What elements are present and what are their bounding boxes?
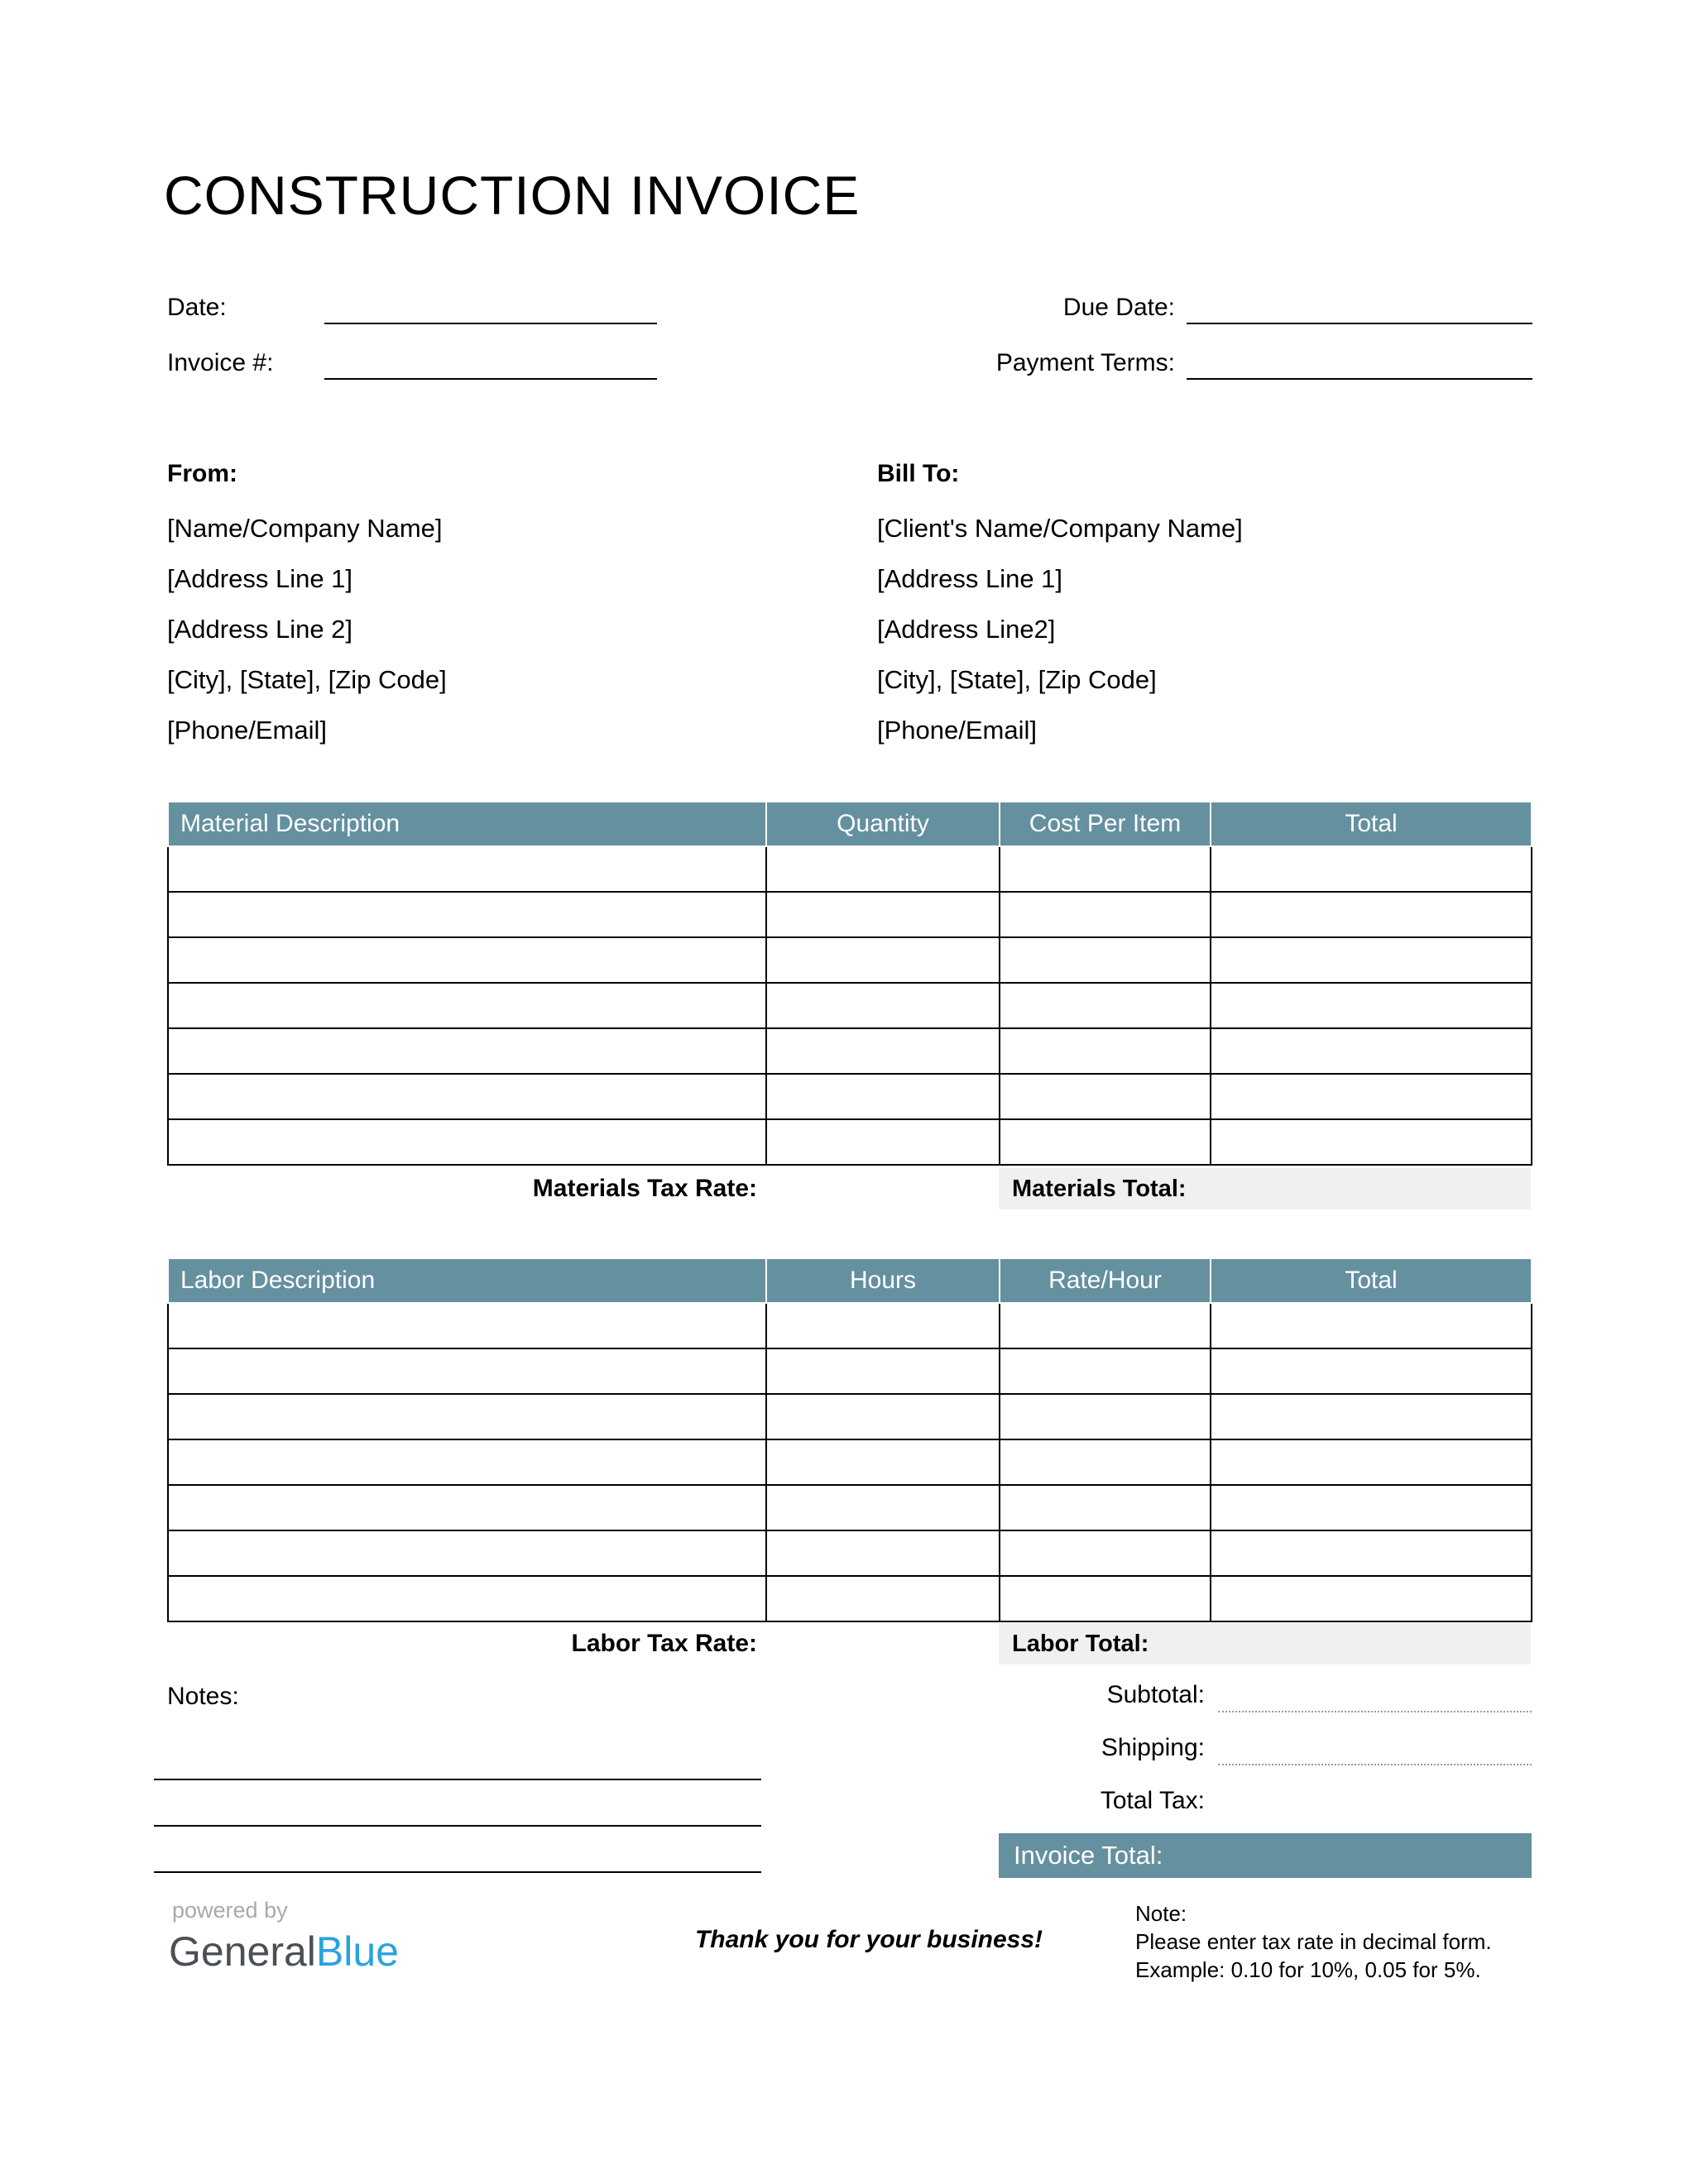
from-name[interactable]: [Name/Company Name] xyxy=(167,514,443,543)
notes-label: Notes: xyxy=(167,1683,239,1710)
table-cell[interactable] xyxy=(1000,1530,1211,1576)
table-cell[interactable] xyxy=(168,1348,766,1394)
materials-total-label: Materials Total: xyxy=(1012,1175,1187,1202)
table-row xyxy=(168,1439,1532,1485)
due-date-input[interactable] xyxy=(1187,291,1532,324)
labor-table xyxy=(167,1257,1532,1622)
materials-col-cost-per-item: Cost Per Item xyxy=(1000,802,1211,846)
from-city-state-zip[interactable]: [City], [State], [Zip Code] xyxy=(167,665,447,694)
table-cell[interactable] xyxy=(766,937,1000,983)
table-row xyxy=(168,1348,1532,1394)
total-tax-row xyxy=(910,1782,1532,1818)
from-phone-email[interactable]: [Phone/Email] xyxy=(167,716,327,745)
brand-general-text: General xyxy=(169,1928,316,1975)
table-row xyxy=(168,1028,1532,1074)
table-cell[interactable] xyxy=(168,937,766,983)
table-cell[interactable] xyxy=(168,1576,766,1621)
invoice-total-bar xyxy=(999,1833,1532,1878)
materials-col-total: Total xyxy=(1211,802,1532,846)
date-label: Date: xyxy=(167,294,227,321)
table-cell[interactable] xyxy=(168,892,766,937)
table-row xyxy=(168,1394,1532,1439)
materials-tax-row xyxy=(167,1168,1531,1209)
summary-block xyxy=(910,1676,1532,1835)
table-cell[interactable] xyxy=(766,1576,1000,1621)
labor-header-row xyxy=(168,1258,1532,1303)
note-line-2: Example: 0.10 for 10%, 0.05 for 5%. xyxy=(1135,1957,1481,1982)
table-cell[interactable] xyxy=(766,1485,1000,1530)
payment-terms-label: Payment Terms: xyxy=(995,349,1175,376)
table-cell[interactable] xyxy=(168,1303,766,1348)
due-date-row xyxy=(970,291,1532,324)
table-cell[interactable] xyxy=(1000,1119,1211,1165)
from-label: From: xyxy=(167,460,237,487)
invoice-total-value[interactable] xyxy=(1163,1839,1532,1872)
materials-table xyxy=(167,801,1532,1166)
bill-to-block xyxy=(877,453,1506,755)
meta-left xyxy=(167,291,657,402)
table-row xyxy=(168,937,1532,983)
invoice-number-row xyxy=(167,347,657,380)
from-address-2[interactable]: [Address Line 2] xyxy=(167,615,353,644)
labor-col-hours: Hours xyxy=(766,1258,1000,1303)
materials-tax-rate-label: Materials Tax Rate: xyxy=(532,1175,757,1202)
table-cell[interactable] xyxy=(766,983,1000,1028)
labor-table-header xyxy=(168,1258,1532,1303)
materials-table-header xyxy=(168,802,1532,846)
table-cell[interactable] xyxy=(1211,1485,1532,1530)
invoice-number-label: Invoice #: xyxy=(167,349,274,376)
table-cell[interactable] xyxy=(1211,846,1532,892)
materials-header-row xyxy=(168,802,1532,846)
table-row xyxy=(168,1074,1532,1119)
subtotal-input[interactable] xyxy=(1218,1678,1532,1712)
table-cell[interactable] xyxy=(1000,846,1211,892)
table-cell[interactable] xyxy=(168,1439,766,1485)
table-cell[interactable] xyxy=(168,846,766,892)
shipping-input[interactable] xyxy=(1218,1731,1532,1765)
note-title: Note: xyxy=(1135,1901,1187,1926)
table-cell[interactable] xyxy=(168,1119,766,1165)
table-cell[interactable] xyxy=(168,1394,766,1439)
labor-col-description: Labor Description xyxy=(168,1258,766,1303)
table-cell[interactable] xyxy=(1000,1485,1211,1530)
page-title: CONSTRUCTION INVOICE xyxy=(164,165,861,226)
materials-tax-rate-input[interactable] xyxy=(765,1168,999,1209)
table-cell[interactable] xyxy=(1211,1439,1532,1485)
table-row xyxy=(168,892,1532,937)
table-row xyxy=(168,1485,1532,1530)
table-cell[interactable] xyxy=(766,1439,1000,1485)
table-cell[interactable] xyxy=(766,892,1000,937)
notes-lines xyxy=(154,1734,761,1873)
payment-terms-input[interactable] xyxy=(1187,347,1532,380)
table-cell[interactable] xyxy=(1211,1394,1532,1439)
table-row xyxy=(168,1303,1532,1348)
table-cell[interactable] xyxy=(766,1530,1000,1576)
notes-line-1[interactable] xyxy=(154,1734,761,1780)
powered-by-text: powered by xyxy=(172,1898,288,1923)
table-cell[interactable] xyxy=(766,1394,1000,1439)
subtotal-label: Subtotal: xyxy=(1106,1681,1205,1708)
from-block xyxy=(167,453,796,755)
table-cell[interactable] xyxy=(168,983,766,1028)
labor-table-body xyxy=(168,1303,1532,1621)
table-cell[interactable] xyxy=(1211,937,1532,983)
bill-to-phone-email[interactable]: [Phone/Email] xyxy=(877,716,1037,745)
table-cell[interactable] xyxy=(168,1530,766,1576)
bill-to-name[interactable]: [Client's Name/Company Name] xyxy=(877,514,1243,543)
table-cell[interactable] xyxy=(1000,1028,1211,1074)
meta-right xyxy=(970,291,1532,402)
table-cell[interactable] xyxy=(1211,1576,1532,1621)
table-cell[interactable] xyxy=(1211,1028,1532,1074)
shipping-label: Shipping: xyxy=(1101,1734,1205,1761)
table-cell[interactable] xyxy=(766,1119,1000,1165)
brand-blue-text: Blue xyxy=(315,1928,399,1975)
bill-to-city-state-zip[interactable]: [City], [State], [Zip Code] xyxy=(877,665,1157,694)
table-row xyxy=(168,983,1532,1028)
subtotal-row xyxy=(910,1676,1532,1712)
bill-to-label: Bill To: xyxy=(877,460,960,487)
table-cell[interactable] xyxy=(1211,1530,1532,1576)
labor-tax-rate-input[interactable] xyxy=(765,1623,999,1664)
labor-total-label: Labor Total: xyxy=(1012,1630,1149,1657)
general-blue-logo xyxy=(169,1928,399,1976)
table-row xyxy=(168,1576,1532,1621)
table-cell[interactable] xyxy=(1000,1348,1211,1394)
labor-col-total: Total xyxy=(1211,1258,1532,1303)
table-cell[interactable] xyxy=(1211,983,1532,1028)
table-cell[interactable] xyxy=(168,1485,766,1530)
table-cell[interactable] xyxy=(168,1074,766,1119)
table-cell[interactable] xyxy=(168,1028,766,1074)
table-cell[interactable] xyxy=(1211,892,1532,937)
table-row xyxy=(168,1530,1532,1576)
table-row xyxy=(168,1119,1532,1165)
invoice-total-label: Invoice Total: xyxy=(1014,1841,1163,1870)
table-cell[interactable] xyxy=(1000,1439,1211,1485)
table-cell[interactable] xyxy=(1000,1576,1211,1621)
table-row xyxy=(168,846,1532,892)
table-cell[interactable] xyxy=(766,1303,1000,1348)
thank-you-message: Thank you for your business! xyxy=(694,1926,1043,1953)
table-cell[interactable] xyxy=(766,1074,1000,1119)
materials-total-bar xyxy=(999,1168,1531,1209)
table-cell[interactable] xyxy=(766,1028,1000,1074)
total-tax-label: Total Tax: xyxy=(1100,1787,1205,1814)
labor-tax-rate-label: Labor Tax Rate: xyxy=(571,1630,757,1657)
note-line-1: Please enter tax rate in decimal form. xyxy=(1135,1929,1492,1954)
table-cell[interactable] xyxy=(766,1348,1000,1394)
notes-line-3[interactable] xyxy=(154,1827,761,1873)
table-cell[interactable] xyxy=(1211,1119,1532,1165)
notes-line-2[interactable] xyxy=(154,1780,761,1827)
table-cell[interactable] xyxy=(1000,1394,1211,1439)
table-cell[interactable] xyxy=(1211,1348,1532,1394)
labor-total-value[interactable] xyxy=(1158,1627,1531,1660)
shipping-row xyxy=(910,1729,1532,1765)
table-cell[interactable] xyxy=(1000,937,1211,983)
due-date-label: Due Date: xyxy=(1062,294,1175,321)
date-input[interactable] xyxy=(324,291,657,324)
invoice-number-input[interactable] xyxy=(324,347,657,380)
table-cell[interactable] xyxy=(1000,1074,1211,1119)
table-cell[interactable] xyxy=(1000,1303,1211,1348)
labor-tax-row xyxy=(167,1623,1531,1664)
tax-rate-note xyxy=(1135,1899,1549,1984)
table-cell[interactable] xyxy=(766,846,1000,892)
total-tax-input[interactable] xyxy=(1218,1785,1532,1818)
date-row xyxy=(167,291,657,324)
bill-to-address-1[interactable]: [Address Line 1] xyxy=(877,564,1063,593)
materials-table-body xyxy=(168,846,1532,1165)
materials-col-description: Material Description xyxy=(168,802,766,846)
table-cell[interactable] xyxy=(1000,983,1211,1028)
materials-total-value[interactable] xyxy=(1196,1172,1531,1205)
bill-to-address-2[interactable]: [Address Line2] xyxy=(877,615,1056,644)
payment-terms-row xyxy=(970,347,1532,380)
labor-total-bar xyxy=(999,1623,1531,1664)
table-cell[interactable] xyxy=(1211,1303,1532,1348)
table-cell[interactable] xyxy=(1000,892,1211,937)
materials-col-quantity: Quantity xyxy=(766,802,1000,846)
table-cell[interactable] xyxy=(1211,1074,1532,1119)
labor-col-rate-hour: Rate/Hour xyxy=(1000,1258,1211,1303)
from-address-1[interactable]: [Address Line 1] xyxy=(167,564,353,593)
